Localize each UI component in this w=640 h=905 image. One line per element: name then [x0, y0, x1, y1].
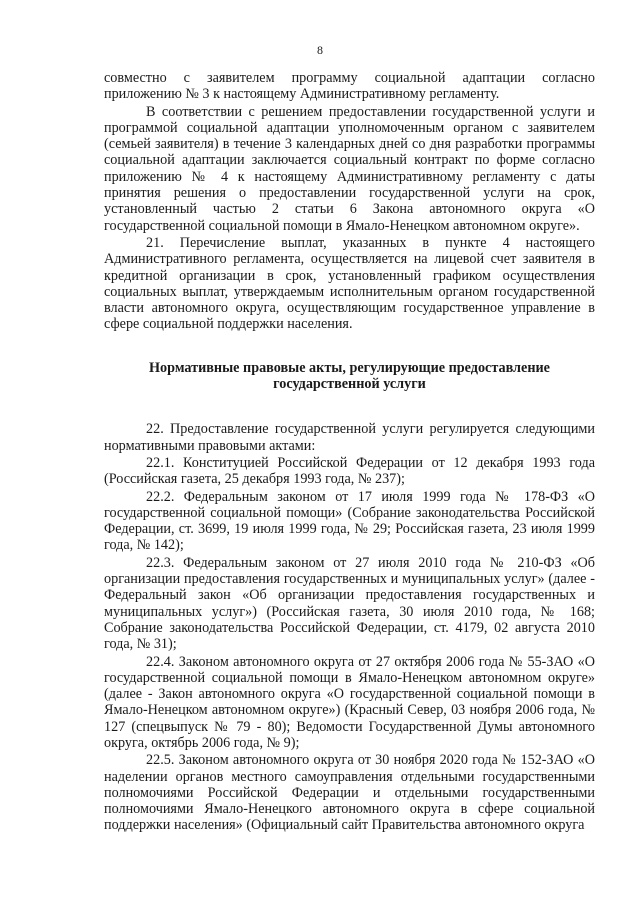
- paragraph-22: 22. Предоставление государственной услуги регулируется следующими нормативными правовыми актами:: [104, 421, 595, 454]
- paragraph-22-2: 22.2. Федеральным законом от 17 июля 1999 года № 178-ФЗ «О государственной социальной помощи» (Собрание законодательства Российской Федерации, ст. 3699, 19 июля 1999 года, № 29; Российская газета, 23 июля 1999 года, № 142);: [104, 488, 595, 554]
- paragraph-22-5: 22.5. Законом автономного округа от 30 ноября 2020 года № 152-ЗАО «О наделении органов местного самоуправления отдельными государственными полномочиями Российской Федерации и отдельными государственными полномочиями Ямало-Ненецкого автономного округа в сфере социальной поддержки населения» (Официальный сайт Правительства автономного округа: [104, 752, 595, 834]
- section-heading: [104, 360, 595, 393]
- paragraph-22-4: 22.4. Законом автономного округа от 27 октября 2006 года № 55-ЗАО «О государственной социальной помощи в Ямало-Ненецком автономном округе» (далее - Закон автономного округа «О государственной социальной помощи в Ямало-Ненецком автономном округе») (Красный Север, 03 ноября 2006 года, № 127 (спецвыпуск № 79 - 80); Ведомости Государственной Думы автономного округа, октябрь 2006 года, № 9);: [104, 653, 595, 751]
- paragraph-22-3: 22.3. Федеральным законом от 27 июля 2010 года № 210-ФЗ «Об организации предоставления государственных и муниципальных услуг» (далее - Федеральный закон «Об организации предоставления государственных и муниципальных услуг») (Российская газета, 30 июля 2010 года, № 168; Собрание законодательства Российской Федерации, ст. 4179, 02 августа 2010 года, № 31);: [104, 554, 595, 653]
- paragraph-social-contract: В соответствии с решением предоставлении государственной услуги и программой социальной адаптации уполномоченным органом с заявителем (семьей заявителя) в течение 3 календарных дней со дня разработки программы социальной адаптации заключается социальный контракт по форме согласно приложению № 4 к настоящему Административному регламенту с даты принятия решения о предоставлении государственной услуги на срок, установленный частью 2 статьи 6 Закона автономного округа «О государственной социальной помощи в Ямало-Ненецком автономном округе».: [104, 103, 595, 234]
- paragraph-continuation: совместно с заявителем программу социальной адаптации согласно приложению № 3 к настоящему Административному регламенту.: [104, 70, 595, 103]
- paragraph-22-1: 22.1. Конституцией Российской Федерации от 12 декабря 1993 года (Российская газета, 25 декабря 1993 года, № 237);: [104, 454, 595, 488]
- document-body: [104, 70, 595, 835]
- section-heading-line-1: Нормативные правовые акты, регулирующие предоставление: [149, 359, 550, 376]
- page-number: 8: [317, 43, 323, 57]
- paragraph-21: 21. Перечисление выплат, указанных в пункте 4 настоящего Административного регламента, осуществляется на лицевой счет заявителя в кредитной организации в срок, установленный графиком осуществления социальных выплат, утверждаемым исполнительным органом государственной власти автономного округа, осуществляющим государственное управление в сфере социальной поддержки населения.: [104, 234, 595, 333]
- section-heading-line-2: государственной услуги: [273, 376, 426, 393]
